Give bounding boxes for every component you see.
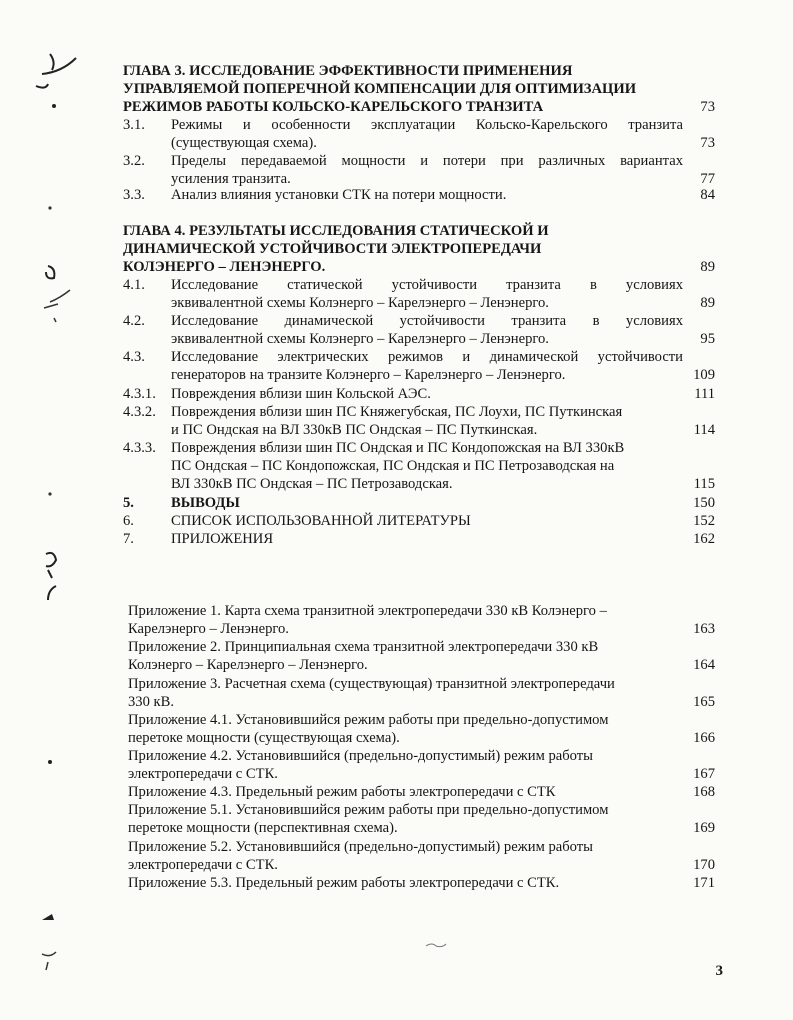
toc-section-5 — [123, 494, 715, 512]
item-line: Режимы и особенности эксплуатации Кольско-Карельского транзита — [171, 117, 683, 133]
item-page: 115 — [693, 476, 715, 493]
appendix-line: Приложение 5.1. Установившийся режим работы при предельно-допустимом — [128, 802, 609, 818]
appendix-line: Приложение 4.1. Установившийся режим работы при предельно-допустимом — [128, 712, 609, 728]
item-page: 95 — [700, 331, 715, 348]
appendix-line: Приложение 2. Принципиальная схема транзитной электропередачи 330 кВ — [128, 639, 599, 655]
appendix-line: Приложение 4.3. Предельный режим работы электропередачи с СТК — [128, 784, 556, 800]
toc-item-4-3-3 — [123, 439, 715, 494]
item-page: 73 — [700, 135, 715, 152]
toc-item-3-3 — [123, 186, 715, 204]
item-line: ВЛ 330кВ ПС Ондская – ПС Петрозаводская. — [171, 476, 453, 493]
section-number: 6. — [123, 513, 134, 529]
section-page: 150 — [693, 495, 715, 511]
appendix-line: Колэнерго – Карелэнерго – Ленэнерго. — [128, 657, 368, 674]
appendix-page: 168 — [693, 784, 715, 800]
chapter-4-line: ГЛАВА 4. РЕЗУЛЬТАТЫ ИССЛЕДОВАНИЯ СТАТИЧЕСКОЙ И — [123, 223, 549, 239]
appendix-2 — [128, 638, 715, 674]
item-line: и ПС Ондская на ВЛ 330кВ ПС Ондская – ПС Путкинская. — [171, 422, 538, 439]
appendix-5-1 — [128, 801, 715, 837]
appendix-line: Приложение 1. Карта схема транзитной электропередачи 330 кВ Колэнерго – — [128, 603, 607, 619]
appendix-line: Приложение 5.3. Предельный режим работы электропередачи с СТК. — [128, 875, 560, 891]
toc-item-3-1 — [123, 116, 715, 152]
appendix-line: Приложение 4.2. Установившийся (предельно-допустимый) режим работы — [128, 748, 593, 764]
item-page: 111 — [694, 386, 715, 402]
item-line: Исследование динамической устойчивости транзита в условиях — [171, 313, 683, 329]
scan-mark — [424, 940, 448, 950]
scan-mark — [36, 54, 76, 88]
chapter-3-line: РЕЖИМОВ РАБОТЫ КОЛЬСКО-КАРЕЛЬСКОГО ТРАНЗИТА — [123, 99, 544, 116]
scan-mark — [46, 266, 54, 278]
chapter-4-page: 89 — [700, 259, 715, 276]
item-line: Повреждения вблизи шин ПС Княжегубская, ПС Лоухи, ПС Путкинская — [171, 404, 623, 420]
item-number: 3.2. — [123, 153, 145, 169]
section-title: ПРИЛОЖЕНИЯ — [171, 531, 274, 547]
appendix-page: 166 — [693, 730, 715, 747]
appendix-line: Карелэнерго – Ленэнерго. — [128, 621, 289, 638]
section-page: 152 — [693, 513, 715, 529]
scan-mark — [48, 492, 51, 495]
section-number: 7. — [123, 531, 134, 547]
item-line: Повреждения вблизи шин ПС Ондская и ПС Кондопожская на ВЛ 330кВ — [171, 440, 625, 456]
appendix-page: 165 — [693, 694, 715, 711]
scan-mark — [48, 206, 51, 209]
item-page: 109 — [693, 367, 715, 384]
item-page: 77 — [700, 171, 715, 188]
item-page: 89 — [700, 295, 715, 312]
item-number: 4.3. — [123, 349, 145, 365]
appendix-line: перетоке мощности (существующая схема). — [128, 730, 400, 747]
item-line: усиления транзита. — [171, 171, 291, 188]
chapter-4-heading — [123, 222, 715, 277]
appendix-line: электропередачи с СТК. — [128, 857, 278, 874]
appendix-page: 167 — [693, 766, 715, 783]
chapter-4-line: ДИНАМИЧЕСКОЙ УСТОЙЧИВОСТИ ЭЛЕКТРОПЕРЕДАЧИ — [123, 241, 542, 258]
toc-item-3-2 — [123, 152, 715, 188]
scan-mark — [44, 290, 70, 322]
item-number: 4.3.2. — [123, 404, 156, 420]
chapter-3-line: УПРАВЛЯЕМОЙ ПОПЕРЕЧНОЙ КОМПЕНСАЦИИ ДЛЯ ОПТИМИЗАЦИИ — [123, 81, 637, 98]
appendix-5-2 — [128, 838, 715, 874]
item-line: эквивалентной схемы Колэнерго – Карелэнерго – Ленэнерго. — [171, 295, 549, 312]
appendix-page: 171 — [693, 875, 715, 891]
item-line: ПС Ондская – ПС Кондопожская, ПС Ондская и ПС Петрозаводская на — [171, 458, 615, 475]
item-number: 4.1. — [123, 277, 145, 293]
appendix-1 — [128, 602, 715, 638]
toc-section-6 — [123, 512, 715, 530]
appendix-page: 169 — [693, 820, 715, 837]
section-number: 5. — [123, 495, 134, 511]
item-line: (существующая схема). — [171, 135, 317, 152]
item-number: 4.2. — [123, 313, 145, 329]
appendix-line: Приложение 3. Расчетная схема (существующая) транзитной электропередачи — [128, 676, 615, 692]
item-number: 4.3.1. — [123, 386, 156, 402]
toc-item-4-1 — [123, 276, 715, 312]
toc-item-4-3-1 — [123, 385, 715, 403]
scan-mark — [48, 760, 52, 764]
item-line: генераторов на транзите Колэнерго – Карелэнерго – Ленэнерго. — [171, 367, 566, 384]
item-line: Анализ влияния установки СТК на потери мощности. — [171, 187, 507, 203]
scan-mark — [42, 914, 54, 920]
item-page: 84 — [700, 187, 715, 203]
appendix-page: 163 — [693, 621, 715, 638]
appendix-line: электропередачи с СТК. — [128, 766, 278, 783]
item-page: 114 — [693, 422, 715, 439]
item-number: 4.3.3. — [123, 440, 156, 456]
scan-mark — [48, 586, 56, 600]
appendix-3 — [128, 675, 715, 711]
item-line: Исследование статической устойчивости транзита в условиях — [171, 277, 683, 293]
appendix-5-3 — [128, 874, 715, 892]
toc-item-4-2 — [123, 312, 715, 348]
chapter-3-line: ГЛАВА 3. ИССЛЕДОВАНИЕ ЭФФЕКТИВНОСТИ ПРИМЕНЕНИЯ — [123, 63, 573, 79]
chapter-3-heading — [123, 62, 715, 117]
page-number: 3 — [715, 963, 723, 979]
item-line: эквивалентной схемы Колэнерго – Карелэнерго – Ленэнерго. — [171, 331, 549, 348]
appendix-4-3 — [128, 783, 715, 801]
item-number: 3.3. — [123, 187, 145, 203]
section-title: СПИСОК ИСПОЛЬЗОВАННОЙ ЛИТЕРАТУРЫ — [171, 513, 471, 529]
toc-item-4-3 — [123, 348, 715, 384]
section-title: ВЫВОДЫ — [171, 495, 240, 511]
section-page: 162 — [693, 531, 715, 547]
appendix-line: 330 кВ. — [128, 694, 175, 711]
item-line: Пределы передаваемой мощности и потери при различных вариантах — [171, 153, 683, 169]
scan-mark — [52, 104, 56, 108]
scan-marks — [28, 40, 98, 990]
toc-section-7 — [123, 530, 715, 548]
appendix-line: перетоке мощности (перспективная схема). — [128, 820, 398, 837]
chapter-4-line: КОЛЭНЕРГО – ЛЕНЭНЕРГО. — [123, 259, 326, 276]
appendix-line: Приложение 5.2. Установившийся (предельно-допустимый) режим работы — [128, 839, 593, 855]
item-line: Исследование электрических режимов и динамической устойчивости — [171, 349, 683, 365]
item-number: 3.1. — [123, 117, 145, 133]
toc-item-4-3-2 — [123, 403, 715, 439]
scan-mark — [42, 952, 56, 970]
chapter-3-page: 73 — [700, 99, 715, 116]
scan-mark — [46, 553, 56, 578]
appendix-page: 170 — [693, 857, 715, 874]
appendix-4-2 — [128, 747, 715, 783]
item-line: Повреждения вблизи шин Кольской АЭС. — [171, 386, 431, 402]
appendix-4-1 — [128, 711, 715, 747]
appendix-page: 164 — [693, 657, 715, 674]
